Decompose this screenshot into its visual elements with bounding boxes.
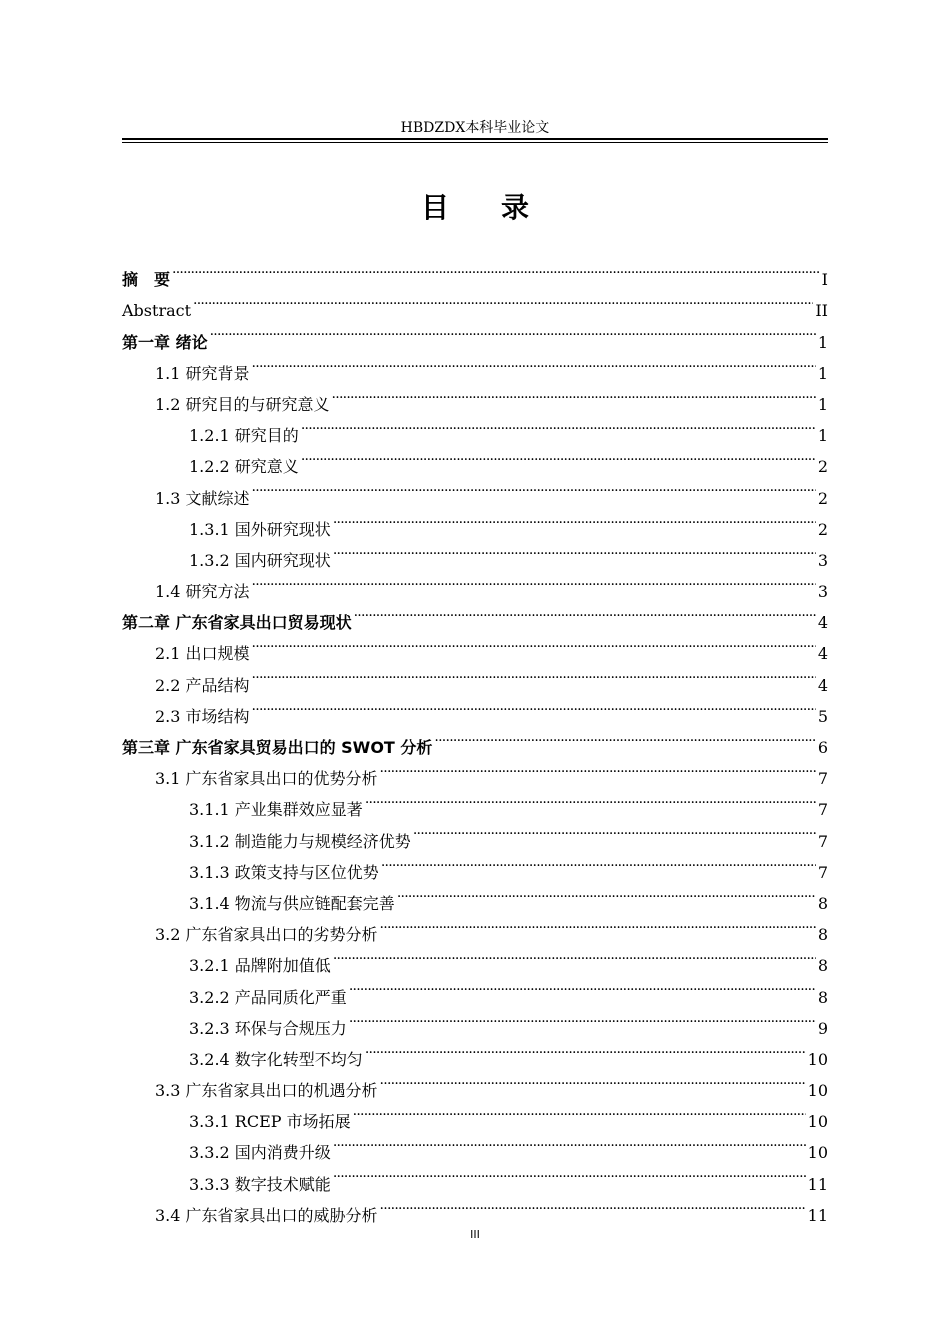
toc-leader-dots <box>252 691 816 722</box>
toc-entry-label: 1.1 研究背景 <box>155 363 250 383</box>
toc-entry-label: 3.2.3 环保与合规压力 <box>189 1018 347 1038</box>
toc-leader-dots <box>397 878 816 909</box>
toc-entry-page: 2 <box>817 488 828 508</box>
toc-leader-dots <box>380 1190 806 1221</box>
toc-entry-label: 3.1.3 政策支持与区位优势 <box>189 862 379 882</box>
running-header: HBDZDX本科毕业论文 <box>400 120 550 136</box>
toc-entry-label: 2.1 出口规模 <box>155 644 250 664</box>
header-rule-thick <box>122 138 828 140</box>
toc-entry-page: 7 <box>817 769 828 789</box>
header-rule-thin <box>122 142 828 143</box>
toc-entry-label: 第二章 广东省家具出口贸易现状 <box>122 613 352 633</box>
toc-leader-dots <box>301 410 816 441</box>
toc-leader-dots <box>172 254 820 285</box>
toc-leader-dots <box>413 815 816 846</box>
toc-entry-label: 3.3 广东省家具出口的机遇分析 <box>155 1081 378 1101</box>
toc-entry-label: 3.4 广东省家具出口的威胁分析 <box>155 1205 378 1225</box>
toc-leader-dots <box>252 348 816 379</box>
toc-entry[interactable] <box>122 316 828 352</box>
toc-entry-label: 第一章 绪论 <box>122 332 208 352</box>
toc-leader-dots <box>365 784 816 815</box>
toc-entry-page: 10 <box>807 1112 828 1132</box>
toc-entry-page: 8 <box>817 956 828 976</box>
toc-entry-label: 2.2 产品结构 <box>155 675 250 695</box>
toc-leader-dots <box>333 535 816 566</box>
toc-entry-page: 3 <box>817 550 828 570</box>
toc-entry-page: 2 <box>817 457 828 477</box>
toc-leader-dots <box>380 753 816 784</box>
toc-entry[interactable] <box>122 285 828 321</box>
toc-leader-dots <box>333 504 816 535</box>
toc-entry-page: 7 <box>817 831 828 851</box>
toc-entry-page: 4 <box>817 644 828 664</box>
toc-entry-page: 6 <box>817 738 828 757</box>
toc-entry-page: 2 <box>817 519 828 539</box>
toc-entry-page: 7 <box>817 862 828 882</box>
toc-leader-dots <box>333 940 816 971</box>
toc-entry-page: 1 <box>817 363 828 383</box>
toc-leader-dots <box>380 1065 806 1096</box>
toc-leader-dots <box>365 1034 806 1065</box>
toc-leader-dots <box>301 441 816 472</box>
toc-entry-page: 7 <box>817 800 828 820</box>
toc-entry-label: 3.2 广东省家具出口的劣势分析 <box>155 925 378 945</box>
toc-leader-dots <box>193 285 813 316</box>
toc-leader-dots <box>380 909 816 940</box>
toc-entry-page: 11 <box>807 1174 828 1194</box>
toc-entry-label: 3.1 广东省家具出口的优势分析 <box>155 769 378 789</box>
toc-entry-page: 1 <box>817 426 828 446</box>
toc-leader-dots <box>332 379 816 410</box>
toc-entry-label: 第三章 广东省家具贸易出口的 SWOT 分析 <box>122 738 433 757</box>
toc-entry[interactable] <box>122 348 828 383</box>
toc-entry-label: 3.1.2 制造能力与规模经济优势 <box>189 831 411 851</box>
toc-entry-page: 1 <box>817 394 828 414</box>
toc-entry-page: 11 <box>807 1205 828 1225</box>
toc-entry-label: 3.1.1 产业集群效应显著 <box>189 800 363 820</box>
toc-entry-page: 3 <box>817 582 828 602</box>
toc-entry-label: Abstract <box>122 301 192 321</box>
toc-entry-label: 3.2.4 数字化转型不均匀 <box>189 1049 363 1069</box>
toc-entry-page: 8 <box>817 987 828 1007</box>
toc-leader-dots <box>333 1127 806 1158</box>
table-of-contents <box>122 254 828 1225</box>
toc-title-char: 目 <box>420 191 449 224</box>
toc-entry-page: 4 <box>817 613 828 633</box>
toc-entry-label: 2.3 市场结构 <box>155 706 250 726</box>
toc-leader-dots <box>252 659 816 690</box>
toc-entry-page: 4 <box>817 675 828 695</box>
page-number: III <box>470 1228 480 1241</box>
toc-entry-label: 3.2.2 产品同质化严重 <box>189 987 347 1007</box>
toc-entry-page: 1 <box>817 332 828 352</box>
toc-entry-page: 10 <box>807 1081 828 1101</box>
toc-leader-dots <box>349 971 816 1002</box>
toc-leader-dots <box>349 1003 816 1034</box>
toc-leader-dots <box>210 316 816 347</box>
toc-entry-label: 3.1.4 物流与供应链配套完善 <box>189 893 395 913</box>
toc-entry-page: 10 <box>807 1049 828 1069</box>
toc-entry-page: I <box>821 270 828 290</box>
toc-entry-label: 1.2.2 研究意义 <box>189 457 299 477</box>
toc-leader-dots <box>252 628 816 659</box>
toc-entry-page: 8 <box>817 893 828 913</box>
toc-entry-page: 10 <box>807 1143 828 1163</box>
toc-leader-dots <box>353 1096 806 1127</box>
toc-entry-label: 1.4 研究方法 <box>155 582 250 602</box>
toc-entry-label: 1.2 研究目的与研究意义 <box>155 394 330 414</box>
toc-entry-page: 8 <box>817 925 828 945</box>
toc-entry[interactable] <box>122 254 828 290</box>
toc-leader-dots <box>381 847 816 878</box>
toc-entry-label: 1.3.1 国外研究现状 <box>189 519 331 539</box>
toc-entry-label: 3.3.2 国内消费升级 <box>189 1143 331 1163</box>
toc-entry-page: 9 <box>817 1018 828 1038</box>
toc-entry-label: 3.3.1 RCEP 市场拓展 <box>189 1112 351 1132</box>
toc-leader-dots <box>252 566 816 597</box>
toc-entry-page: 5 <box>817 706 828 726</box>
toc-entry-label: 3.2.1 品牌附加值低 <box>189 956 331 976</box>
toc-entry-label: 摘 要 <box>122 270 171 290</box>
toc-entry-label: 1.3 文献综述 <box>155 488 250 508</box>
toc-leader-dots <box>434 722 815 753</box>
toc-entry-label: 3.3.3 数字技术赋能 <box>189 1174 331 1194</box>
toc-title-char: 录 <box>501 191 530 224</box>
toc-entry-label: 1.2.1 研究目的 <box>189 426 299 446</box>
toc-entry-page: II <box>815 301 828 321</box>
toc-leader-dots <box>333 1158 806 1189</box>
toc-leader-dots <box>354 597 816 628</box>
toc-leader-dots <box>252 472 816 503</box>
toc-entry-label: 1.3.2 国内研究现状 <box>189 550 331 570</box>
toc-title <box>0 186 950 226</box>
